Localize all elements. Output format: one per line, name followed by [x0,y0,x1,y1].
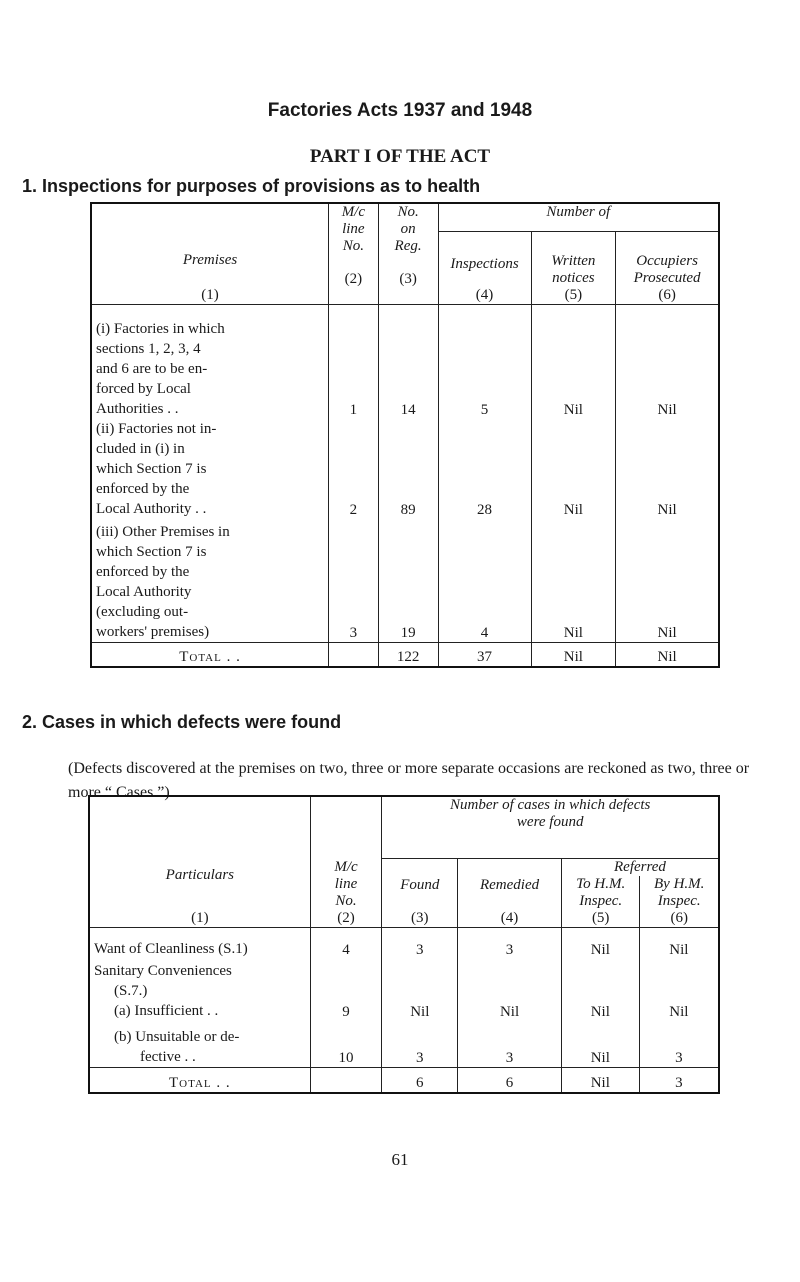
prosecuted-cell: Nil [616,519,719,643]
reg-cell: 19 [378,519,438,643]
remedied-cell: 3 [458,1021,562,1067]
found-cell: 3 [382,927,458,959]
inspections-cell: 28 [438,419,531,519]
found-cell: 6 [382,1067,458,1093]
mc-cell: 10 [310,1021,382,1067]
section-1-heading: 1. Inspections for purposes of provisions as to health [22,176,481,196]
page-title: Factories Acts 1937 and 1948 [267,100,533,121]
remedied-cell: 6 [458,1067,562,1093]
remedied-cell: 3 [458,927,562,959]
to-hm-cell: Nil [561,927,639,959]
mc-cell: 2 [329,419,379,519]
page-number: 61 [391,1150,409,1169]
inspections-cell: 4 [438,519,531,643]
prosecuted-cell: Nil [616,643,719,667]
reg-cell: 89 [378,419,438,519]
reg-cell: 14 [378,305,438,419]
row-label: (b) Unsuitable or de- fective . . [89,1021,310,1067]
to-hm-cell: Nil [561,1021,639,1067]
no-on-reg-header: No. on Reg. (3) [378,203,438,305]
by-hm-cell: 3 [639,1021,719,1067]
remedied-cell: Nil [458,959,562,1021]
row-label: Want of Cleanliness (S.1) [89,927,310,959]
table-row [89,1021,719,1067]
mc-cell: 3 [329,519,379,643]
row-label: Sanitary Conveniences (S.7.) (a) Insufficient . . [89,959,310,1021]
by-hm-cell: Nil [639,927,719,959]
mc-cell: 4 [310,927,382,959]
mc-cell: 9 [310,959,382,1021]
mc-line-header: M/c line No. (2) [329,203,379,305]
table-row [91,305,719,419]
to-hm-cell: Nil [561,959,639,1021]
table-row [91,519,719,643]
by-hm-cell: Nil [639,959,719,1021]
table-row [89,959,719,1021]
notices-cell: Nil [531,419,616,519]
total-label: Total . . [91,643,329,667]
part-heading: PART I OF THE ACT [309,146,491,167]
prosecuted-cell: Nil [616,419,719,519]
by-hm-header: By H.M. Inspec. (6) [639,876,718,927]
total-row [91,643,719,667]
inspections-cell: 5 [438,305,531,419]
mc-line-header: M/c line No. (2) [310,796,382,927]
section-2-heading: 2. Cases in which defects were found [22,712,342,732]
remedied-header: Remedied (4) [458,858,562,927]
notices-cell: Nil [531,519,616,643]
referred-header: Referred To H.M. Inspec. (5) By H.M. Inspec. (6) [561,858,719,927]
inspections-header: Inspections (4) [438,231,531,304]
to-hm-cell: Nil [561,1067,639,1093]
found-header: Found (3) [382,858,458,927]
particulars-header: Particulars (1) [89,796,310,927]
row-label: (iii) Other Premises in which Section 7 is enforced by the Local Authority (excluding out- workers' premises) [91,519,329,643]
premises-header: Premises (1) [91,203,329,305]
mc-cell [329,643,379,667]
mc-cell: 1 [329,305,379,419]
notices-cell: Nil [531,305,616,419]
total-label: Total . . [89,1067,310,1093]
notices-cell: Nil [531,643,616,667]
written-notices-header: Written notices (5) [531,231,616,304]
table-row [89,927,719,959]
number-of-header: Number of [438,203,719,231]
found-cell: 3 [382,1021,458,1067]
defects-note: (Defects discovered at the premises on two, three or more separate occasions are reckoned as two, three or more “ Cases ”). [68,760,750,801]
table-row [91,419,719,519]
by-hm-cell: 3 [639,1067,719,1093]
mc-cell [310,1067,382,1093]
prosecuted-cell: Nil [616,305,719,419]
found-cell: Nil [382,959,458,1021]
inspections-cell: 37 [438,643,531,667]
reg-cell: 122 [378,643,438,667]
total-row [89,1067,719,1093]
row-label: (ii) Factories not in- cluded in (i) in which Section 7 is enforced by the Local Authority . . [91,419,329,519]
defects-table [88,795,720,1094]
row-label: (i) Factories in which sections 1, 2, 3, 4 and 6 are to be en- forced by Local Authorities . . [91,305,329,419]
occupiers-prosecuted-header: Occupiers Prosecuted (6) [616,231,719,304]
inspections-table [90,202,720,668]
number-of-cases-header: Number of cases in which defects were found [382,796,719,858]
to-hm-header: To H.M. Inspec. (5) [576,875,626,926]
